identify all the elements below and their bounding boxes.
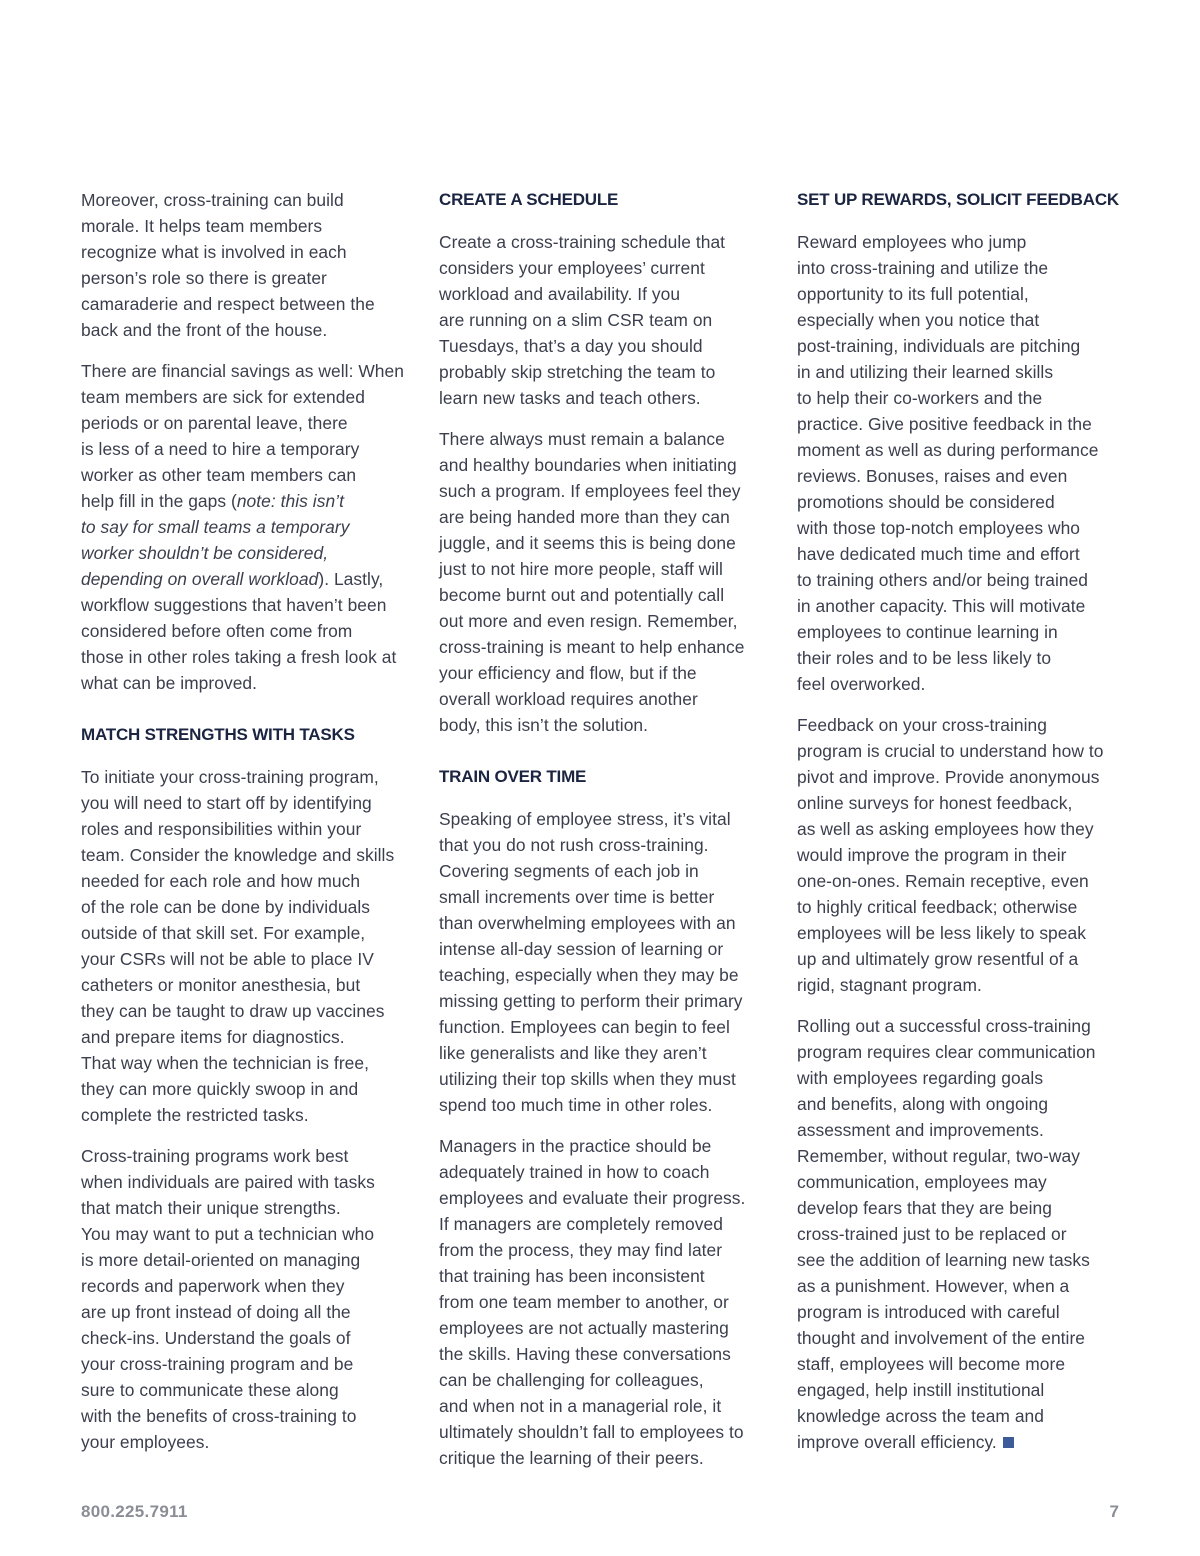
footer-phone-number: 800.225.7911 xyxy=(81,1502,188,1521)
column-1 xyxy=(81,187,406,1470)
italic-note: note: this isn’t xyxy=(236,491,344,511)
section-heading-rewards-feedback: SET UP REWARDS, SOLICIT FEEDBACK xyxy=(797,190,1119,209)
paragraph-programs-work-best: Cross-training programs work best when individuals are paired with tasks that match their unique strengths. You may want to put a technician who is more detail-oriented on managing records and paperwork when they are up front instead of doing all the check-ins. Understand the goals of your cross-training program and be sure to communicate these along with the benefits of cross-training to your employees. xyxy=(81,1146,375,1452)
paragraph-feedback: Feedback on your cross-training program is crucial to understand how to pivot and improve. Provide anonymous online surveys for honest feedback, as well as asking employees how they would improve the program in their one-on-ones. Remain receptive, even to highly critical feedback; otherwise employees will be less likely to speak up and ultimately grow resentful of a rigid, stagnant program. xyxy=(797,715,1104,995)
section-heading-match-strengths: MATCH STRENGTHS WITH TASKS xyxy=(81,725,355,744)
paragraph-rolling-out: Rolling out a successful cross-training program requires clear communication with employees regarding goals and benefits, along with ongoing assessment and improvements. Remember, without regular, two-way communication, employees may develop fears that they are being cross-trained just to be replaced or see the addition of learning new tasks as a punishment. However, when a program is introduced with careful thought and involvement of the entire staff, employees will become more engaged, help instill institutional knowledge across the team and improve overall efficiency. xyxy=(797,1016,1096,1452)
paragraph-balance: There always must remain a balance and healthy boundaries when initiating such a program. If employees feel they are being handed more than they can juggle, and it seems this is being done just to not hire more people, staff will become burnt out and potentially call out more and even resign. Remember, cross-training is meant to help enhance your efficiency and flow, but if the overall workload requires another body, this isn’t the solution. xyxy=(439,429,745,735)
column-2 xyxy=(439,187,764,1486)
section-heading-create-schedule: CREATE A SCHEDULE xyxy=(439,190,619,209)
paragraph-initiate-program: To initiate your cross-training program, you will need to start off by identifying roles and responsibilities within your team. Consider the knowledge and skills needed for each role and how much of the role can be done by individuals outside of that skill set. For example, your CSRs will not be able to place IV catheters or monitor anesthesia, but they can be taught to draw up vaccines and prepare items for diagnostics. That way when the technician is free, they can more quickly swoop in and complete the restricted tasks. xyxy=(81,767,395,1125)
footer-page-number: 7 xyxy=(1109,1502,1119,1521)
paragraph-morale: Moreover, cross-training can build morale. It helps team members recognize what is involved in each person’s role so there is greater camaraderie and respect between the back and the front of the house. xyxy=(81,190,375,340)
column-3 xyxy=(797,187,1127,1470)
paragraph-financial-savings: There are financial savings as well: When team members are sick for extended periods or on parental leave, there is less of a need to hire a temporary worker as other team members can help fill in the gaps (note: this isn’t to say for small teams a temporary worker shouldn’t be considered, depending on overall workload). Lastly, workflow suggestions that haven’t been considered before often come from those in other roles taking a fresh look at what can be improved. xyxy=(81,361,404,693)
section-heading-train-over-time: TRAIN OVER TIME xyxy=(439,767,587,786)
paragraph-rewards: Reward employees who jump into cross-training and utilize the opportunity to its full potential, especially when you notice that post-training, individuals are pitching in and utilizing their learned skills to help their co-workers and the practice. Give positive feedback in the moment as well as during performance reviews. Bonuses, raises and even promotions should be considered with those top-notch employees who have dedicated much time and effort to training others and/or being trained in another capacity. This will motivate employees to continue learning in their roles and to be less likely to feel overworked. xyxy=(797,232,1099,694)
paragraph-managers: Managers in the practice should be adequately trained in how to coach employees and evaluate their progress. If managers are completely removed from the process, they may find later that training has been inconsistent from one team member to another, or employees are not actually mastering the skills. Having these conversations can be challenging for colleagues, and when not in a managerial role, it ultimately shouldn’t fall to employees to critique the learning of their peers. xyxy=(439,1136,746,1468)
paragraph-schedule: Create a cross-training schedule that considers your employees’ current workload and availability. If you are running on a slim CSR team on Tuesdays, that’s a day you should probably skip stretching the team to learn new tasks and teach others. xyxy=(439,232,726,408)
end-of-article-square-icon xyxy=(1003,1437,1014,1448)
paragraph-employee-stress: Speaking of employee stress, it’s vital that you do not rush cross-training. Covering segments of each job in small increments over time is better than overwhelming employees with an intense all-day session of learning or teaching, especially when they may be missing getting to perform their primary function. Employees can begin to feel like generalists and like they aren’t utilizing their top skills when they must spend too much time in other roles. xyxy=(439,809,743,1115)
